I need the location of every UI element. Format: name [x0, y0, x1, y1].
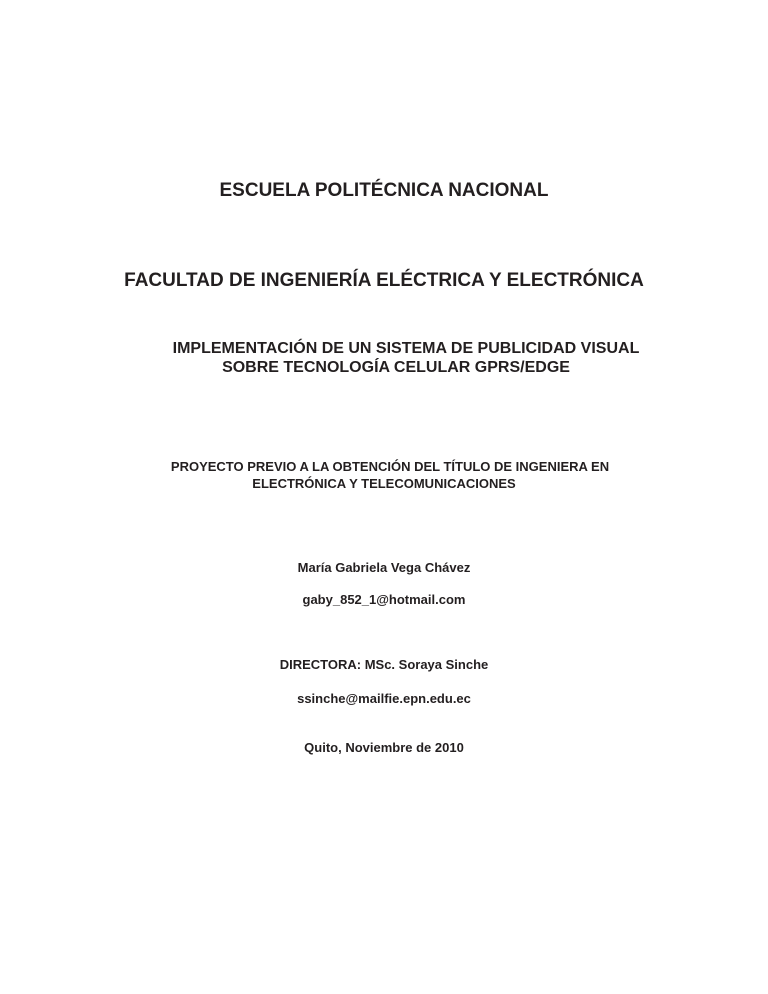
faculty-name: FACULTAD DE INGENIERÍA ELÉCTRICA Y ELECTRÓNICA [124, 270, 644, 291]
director-name: DIRECTORA: MSc. Soraya Sinche [279, 657, 489, 672]
author-email: gaby_852_1@hotmail.com [302, 592, 466, 607]
director-email: ssinche@mailfie.epn.edu.ec [297, 691, 471, 706]
place-and-date: Quito, Noviembre de 2010 [304, 740, 464, 755]
project-statement-line-2: ELECTRÓNICA Y TELECOMUNICACIONES [252, 476, 516, 491]
project-statement-line-1: PROYECTO PREVIO A LA OBTENCIÓN DEL TÍTULO DE INGENIERA EN [170, 459, 610, 474]
institution-name: ESCUELA POLITÉCNICA NACIONAL [219, 180, 549, 201]
author-name: María Gabriela Vega Chávez [297, 560, 471, 575]
thesis-title-line-1: IMPLEMENTACIÓN DE UN SISTEMA DE PUBLICIDAD VISUAL [172, 340, 640, 357]
thesis-title-line-2: SOBRE TECNOLOGÍA CELULAR GPRS/EDGE [222, 359, 570, 376]
